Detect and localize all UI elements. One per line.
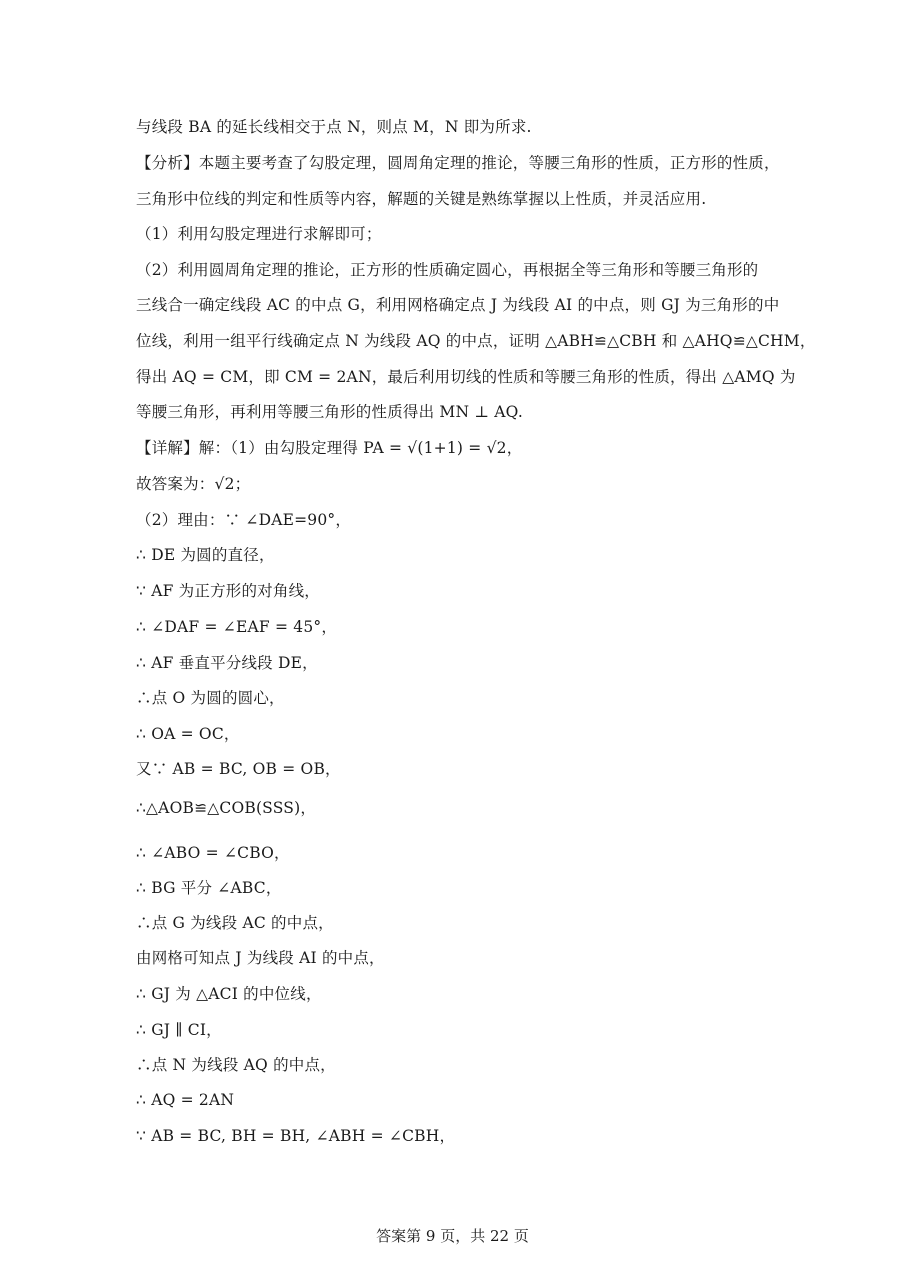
text-line: ∴ GJ 为 △ACI 的中位线， [136,985,322,1003]
text-line: 与线段 BA 的延长线相交于点 N，则点 M，N 即为所求. [136,118,532,136]
text-line: 得出 AQ = CM，即 CM = 2AN，最后利用切线的性质和等腰三角形的性质，得出 △AMQ 为 [136,368,796,386]
text-line: 又∵ AB = BC, OB = OB， [136,760,341,778]
text-line: ∴点 N 为线段 AQ 的中点， [136,1056,336,1074]
solution-line: 【详解】解：（1）由勾股定理得 PA = √(1+1) = √2， [136,439,523,457]
text-line: ∴ AQ = 2AN [136,1091,235,1109]
text-line: 位线，利用一组平行线确定点 N 为线段 AQ 的中点，证明 △ABH≌△CBH 和 △AHQ≌△CHM， [136,332,816,350]
text-line: ∴ ∠DAF = ∠EAF = 45°， [136,618,338,636]
analysis-line: 【分析】本题主要考查了勾股定理，圆周角定理的推论，等腰三角形的性质，正方形的性质， [136,154,780,172]
text-line: ∴ AF 垂直平分线段 DE， [136,654,318,672]
text-line: ∴ DE 为圆的直径， [136,546,275,564]
text-line: 故答案为：√2； [136,475,251,493]
text-line: ∵ AF 为正方形的对角线， [136,582,320,600]
text-line: ∴△AOB≌△COB(SSS)， [136,799,317,817]
page-footer: 答案第 9 页，共 22 页 [376,1227,529,1245]
text-line: （2）利用圆周角定理的推论，正方形的性质确定圆心，再根据全等三角形和等腰三角形的 [136,261,759,279]
text-line: 等腰三角形，再利用等腰三角形的性质得出 MN ⊥ AQ. [136,403,523,421]
text-line: （2）理由：∵ ∠DAE=90°， [136,511,352,529]
text-line: 由网格可知点 J 为线段 AI 的中点， [136,949,385,967]
text-line: ∴ BG 平分 ∠ABC， [136,879,282,897]
text-line: ∴ GJ ∥ CI， [136,1021,222,1039]
text-line: ∴点 O 为圆的圆心， [136,689,285,707]
text-line: ∴点 G 为线段 AC 的中点， [136,914,334,932]
text-line: 三角形中位线的判定和性质等内容，解题的关键是熟练掌握以上性质，并灵活应用. [136,190,707,208]
text-line: ∴ ∠ABO = ∠CBO， [136,844,290,862]
text-line: 三线合一确定线段 AC 的中点 G，利用网格确定点 J 为线段 AI 的中点，则 GJ 为三角形的中 [136,296,780,314]
text-line: ∵ AB = BC, BH = BH, ∠ABH = ∠CBH， [136,1127,456,1145]
text-line: ∴ OA = OC， [136,725,240,743]
text-line: （1）利用勾股定理进行求解即可； [136,225,382,243]
